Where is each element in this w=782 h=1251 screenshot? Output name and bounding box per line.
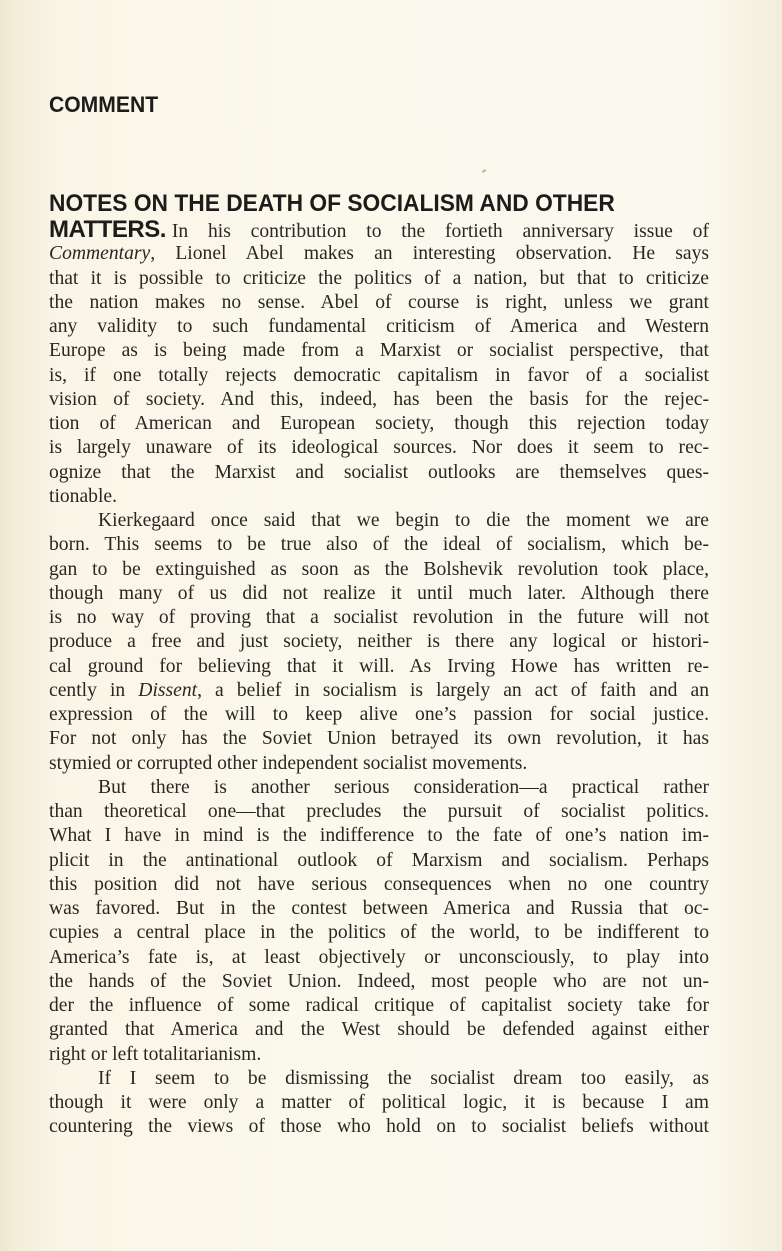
article-title-runin: MATTERS. — [49, 216, 166, 243]
body-line: What I have in mind is the indifference to the fate of one’s nation im- — [49, 825, 709, 847]
body-text: , a belief in socialism is largely an act of faith and an — [197, 679, 709, 701]
body-line: right or left totalitarianism. — [49, 1043, 262, 1065]
body-line: In his contribution to the fortieth anniversary issue of — [171, 221, 709, 242]
print-speck — [482, 169, 486, 173]
paragraph-3 — [49, 776, 709, 1067]
body-line: than theoretical one—that precludes the pursuit of socialist politics. — [49, 801, 709, 822]
body-line: though it were only a matter of political logic, it is because I am — [49, 1092, 709, 1113]
body-line: der the influence of some radical critique of capitalist society take for — [49, 995, 709, 1016]
article-first-line — [49, 218, 709, 242]
publication-title: Dissent — [138, 679, 198, 701]
body-line: though many of us did not realize it until much later. Although there — [49, 582, 709, 604]
body-line: Europe as is being made from a Marxist or socialist perspective, that — [49, 340, 709, 362]
body-line: America’s fate is, at least objectively or unconsciously, to play into — [49, 946, 709, 968]
publication-title: Commentary — [49, 243, 151, 265]
body-line — [49, 679, 709, 703]
body-text: , Lionel Abel makes an interesting observation. He says — [150, 243, 709, 265]
body-line: plicit in the antinational outlook of Marxism and socialism. Perhaps — [49, 849, 709, 871]
body-text: cently in — [49, 679, 139, 701]
body-line: tionable. — [49, 485, 118, 507]
body-line: For not only has the Soviet Union betrayed its own revolution, it has — [49, 728, 709, 750]
section-heading: COMMENT — [49, 92, 159, 117]
body-line: that it is possible to criticize the politics of a nation, but that to criticize — [49, 267, 709, 289]
body-line: cal ground for believing that it will. As Irving Howe has written re- — [49, 655, 709, 677]
paragraph-2 — [49, 509, 709, 679]
body-line: stymied or corrupted other independent socialist movements. — [49, 752, 528, 774]
article — [49, 190, 709, 1140]
paragraph-4 — [49, 1067, 709, 1140]
body-line: any validity to such fundamental criticism of America and Western — [49, 316, 709, 337]
body-line — [49, 242, 709, 266]
body-line: expression of the will to keep alive one’s passion for social justice. — [49, 704, 709, 725]
body-line: was favored. But in the contest between America and Russia that oc- — [49, 898, 709, 919]
paragraph-2-continued — [49, 703, 709, 776]
article-title: NOTES ON THE DEATH OF SOCIALISM AND OTHER — [49, 190, 615, 217]
body-line: tion of American and European society, though this rejection today — [49, 413, 709, 434]
body-line: Kierkegaard once said that we begin to die the moment we are — [98, 510, 709, 531]
body-line: the hands of the Soviet Union. Indeed, most people who are not un- — [49, 970, 709, 992]
body-line: is no way of proving that a socialist revolution in the future will not — [49, 607, 709, 628]
body-line: the nation makes no sense. Abel of course is right, unless we grant — [49, 291, 709, 313]
body-line: is largely unaware of its ideological sources. Nor does it seem to rec- — [49, 437, 709, 459]
body-line: this position did not have serious consequences when no one country — [49, 873, 709, 895]
paragraph-1 — [49, 267, 709, 510]
body-line: countering the views of those who hold on to socialist beliefs without — [49, 1116, 709, 1138]
body-line: But there is another serious consideration—a practical rather — [98, 776, 709, 798]
body-line: produce a free and just society, neither is there any logical or histori- — [49, 631, 709, 653]
body-line: born. This seems to be true also of the ideal of socialism, which be- — [49, 534, 709, 556]
body-line: vision of society. And this, indeed, has been the basis for the rejec- — [49, 388, 709, 410]
body-line: gan to be extinguished as soon as the Bolshevik revolution took place, — [49, 558, 709, 580]
body-line: cupies a central place in the politics of the world, to be indifferent to — [49, 922, 709, 944]
body-line: granted that America and the West should be defended against either — [49, 1019, 709, 1041]
body-line: If I seem to be dismissing the socialist dream too easily, as — [98, 1067, 709, 1089]
body-line: is, if one totally rejects democratic capitalism in favor of a socialist — [49, 364, 709, 386]
body-line: ognize that the Marxist and socialist outlooks are themselves ques- — [49, 461, 709, 483]
